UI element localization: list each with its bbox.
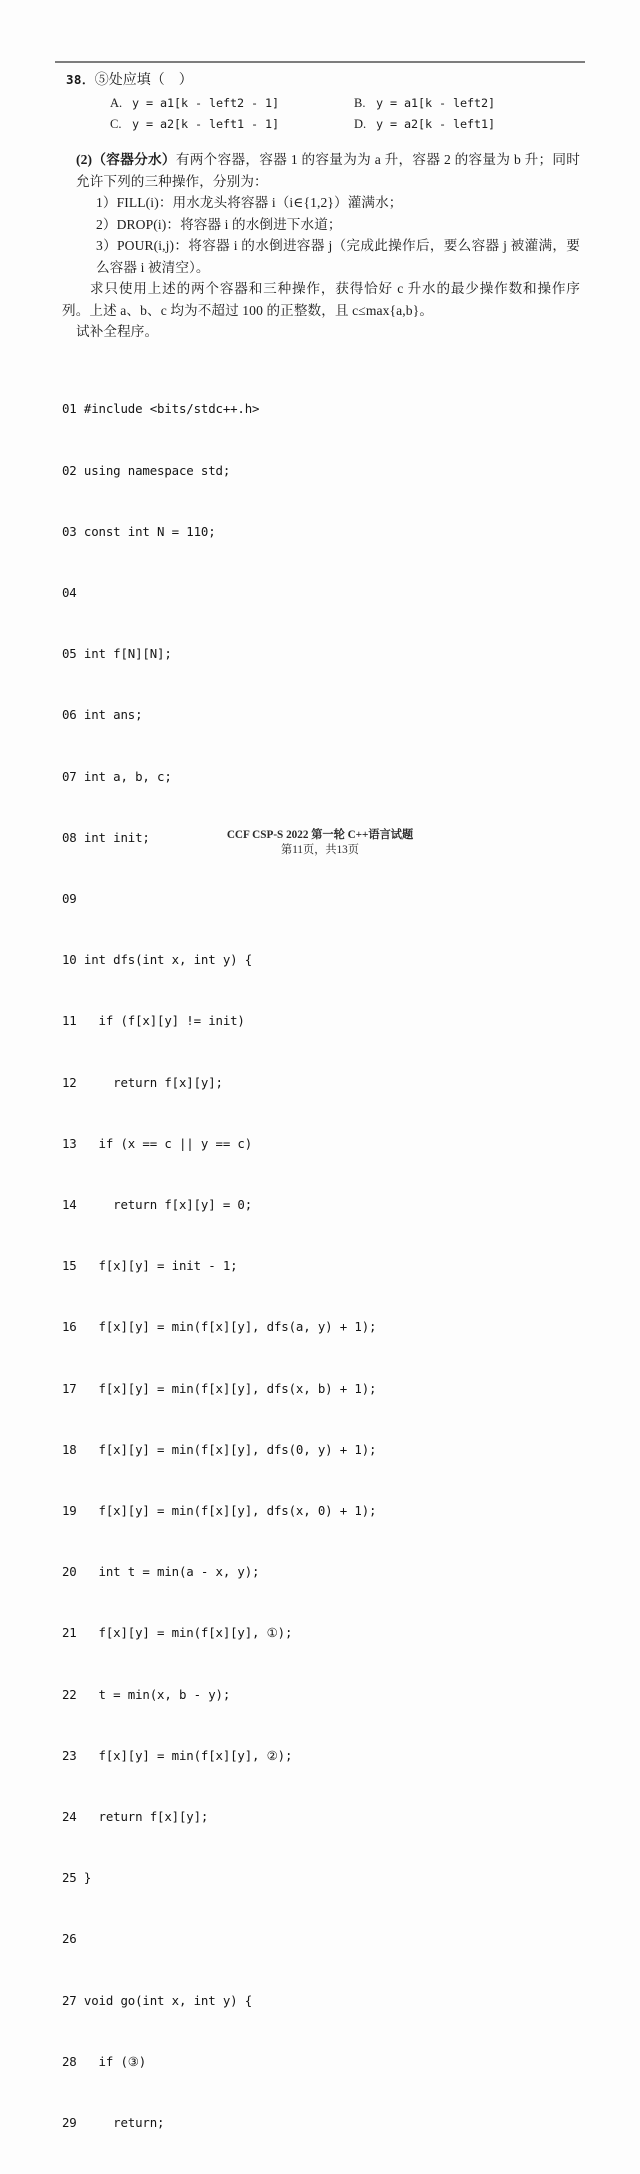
option-d-value: y = a2[k - left1]	[376, 117, 495, 131]
code-line: 25 }	[62, 1868, 582, 1888]
code-line: 24 return f[x][y];	[62, 1807, 582, 1827]
code-line: 29 return;	[62, 2113, 582, 2133]
problem-statement	[62, 149, 580, 343]
code-line: 21 f[x][y] = min(f[x][y], ①);	[62, 1623, 582, 1643]
option-b-value: y = a1[k - left2]	[376, 96, 495, 110]
option-b[interactable]	[354, 93, 495, 114]
code-line: 16 f[x][y] = min(f[x][y], dfs(a, y) + 1);	[62, 1317, 582, 1337]
problem-label: (2)（容器分水）	[76, 152, 176, 167]
question-text: ⑤处应填（ ）	[95, 73, 193, 88]
option-b-key: B.	[354, 93, 376, 114]
operation-pour: 3）POUR(i,j)：将容器 i 的水倒进容器 j（完成此操作后，要么容器 j 被灌满，要么容器 i 被清空）。	[62, 235, 580, 278]
page-content	[62, 70, 582, 2174]
code-line: 07 int a, b, c;	[62, 767, 582, 787]
code-line: 18 f[x][y] = min(f[x][y], dfs(0, y) + 1);	[62, 1440, 582, 1460]
problem-intro-text: 有两个容器，容器 1 的容量为为 a 升，容器 2 的容量为 b 升；同时允许下列的三种操作，分别为：	[76, 152, 580, 189]
code-line: 06 int ans;	[62, 705, 582, 725]
code-line: 04	[62, 583, 582, 603]
code-line: 27 void go(int x, int y) {	[62, 1991, 582, 2011]
code-line: 20 int t = min(a - x, y);	[62, 1562, 582, 1582]
code-line: 12 return f[x][y];	[62, 1073, 582, 1093]
code-line: 10 int dfs(int x, int y) {	[62, 950, 582, 970]
code-line: 17 f[x][y] = min(f[x][y], dfs(x, b) + 1);	[62, 1379, 582, 1399]
code-line: 14 return f[x][y] = 0;	[62, 1195, 582, 1215]
code-line: 08 int init;	[62, 828, 582, 848]
document-page	[0, 0, 640, 905]
problem-intro	[62, 149, 580, 192]
code-line: 23 f[x][y] = min(f[x][y], ②);	[62, 1746, 582, 1766]
code-listing	[62, 359, 582, 2174]
code-line: 09	[62, 889, 582, 909]
option-d[interactable]	[354, 114, 495, 135]
operation-fill: 1）FILL(i)：用水龙头将容器 i（i∈{1,2}）灌满水；	[62, 192, 580, 214]
code-line: 26	[62, 1929, 582, 1949]
option-a-value: y = a1[k - left2 - 1]	[132, 96, 279, 110]
footer-exam-title: CCF CSP-S 2022 第一轮 C++语言试题	[0, 828, 640, 843]
answer-options	[62, 93, 582, 135]
code-line: 02 using namespace std;	[62, 461, 582, 481]
code-line: 28 if (③)	[62, 2052, 582, 2072]
option-c-key: C.	[110, 114, 132, 135]
code-line: 11 if (f[x][y] != init)	[62, 1011, 582, 1031]
option-c[interactable]	[110, 114, 279, 135]
problem-instruction: 试补全程序。	[62, 321, 580, 343]
header-divider	[55, 61, 585, 63]
option-c-value: y = a2[k - left1 - 1]	[132, 117, 279, 131]
question-number: 38．	[66, 72, 95, 87]
option-a[interactable]	[110, 93, 279, 114]
code-line: 13 if (x == c || y == c)	[62, 1134, 582, 1154]
code-line: 19 f[x][y] = min(f[x][y], dfs(x, 0) + 1);	[62, 1501, 582, 1521]
problem-requirement: 求只使用上述的两个容器和三种操作，获得恰好 c 升水的最少操作数和操作序列。上述 a、b、c 均为不超过 100 的正整数，且 c≤max{a,b}。	[62, 278, 580, 321]
option-d-key: D.	[354, 114, 376, 135]
code-line: 22 t = min(x, b - y);	[62, 1685, 582, 1705]
question-stem	[62, 70, 582, 91]
option-a-key: A.	[110, 93, 132, 114]
code-line: 03 const int N = 110;	[62, 522, 582, 542]
footer-page-number: 第11页，共13页	[0, 843, 640, 858]
code-line: 05 int f[N][N];	[62, 644, 582, 664]
page-footer	[0, 828, 640, 858]
code-line: 15 f[x][y] = init - 1;	[62, 1256, 582, 1276]
operation-drop: 2）DROP(i)：将容器 i 的水倒进下水道；	[62, 214, 580, 236]
code-line: 01 #include <bits/stdc++.h>	[62, 399, 582, 419]
